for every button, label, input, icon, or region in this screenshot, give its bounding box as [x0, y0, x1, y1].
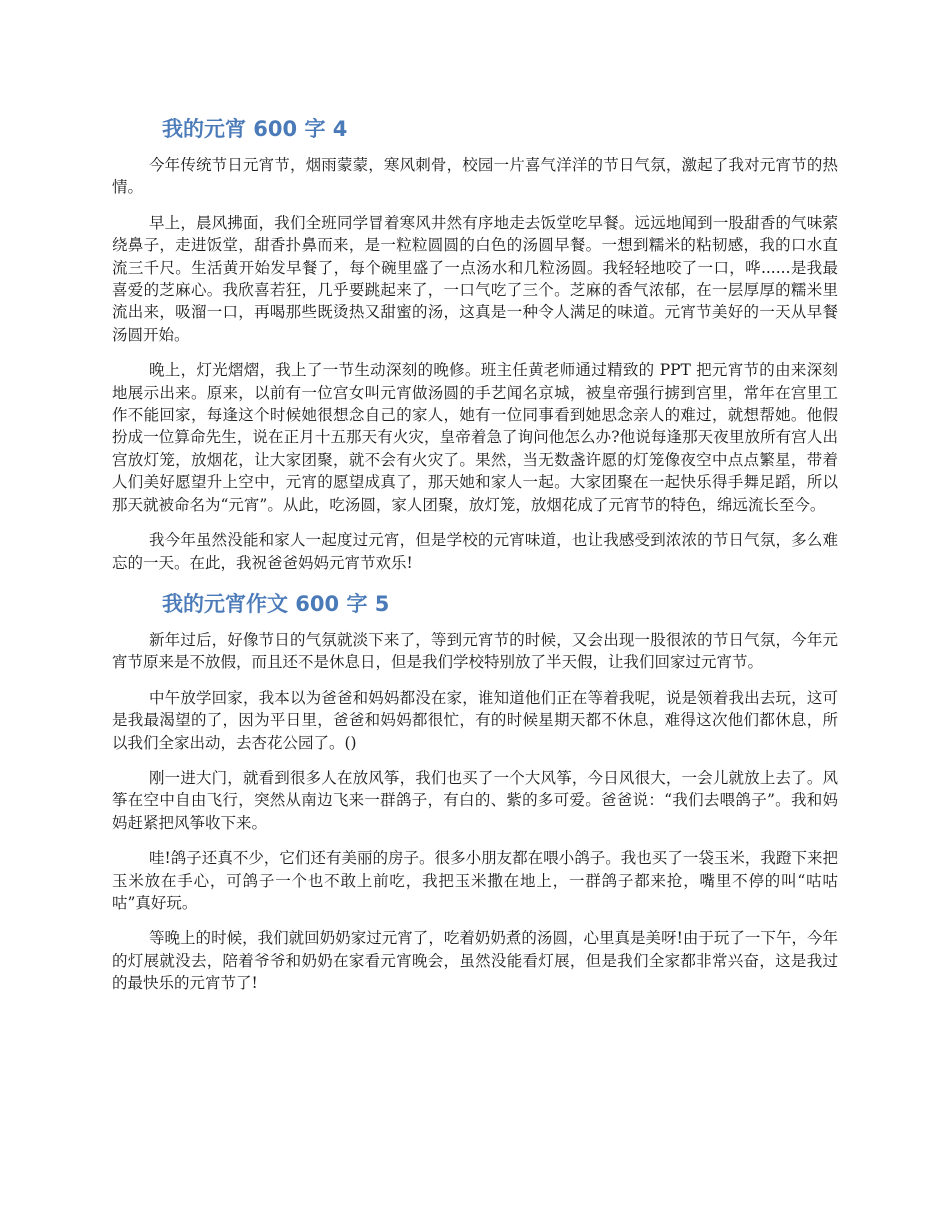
- paragraph: 晚上，灯光熠熠，我上了一节生动深刻的晚修。班主任黄老师通过精致的 PPT 把元宵节的由来深刻地展示出来。原来，以前有一位宫女叫元宵做汤圆的手艺闻名京城，被皇帝强行掳到宫里，常年在宫里工作不能回家，每逢这个时候她很想念自己的家人，她有一位同事看到她思念亲人的难过，就想帮她。他假扮成一位算命先生，说在正月十五那天有火灾，皇帝着急了询问他怎么办?他说每逢那天夜里放所有宫人出宫放灯笼，放烟花，让大家团聚，就不会有火灾了。果然，当无数盏许愿的灯笼像夜空中点点繁星，带着人们美好愿望升上空中，元宵的愿望成真了，那天她和家人一起。大家团聚在一起快乐得手舞足蹈，所以那天就被命名为“元宵”。从此，吃汤圆，家人团聚，放灯笼，放烟花成了元宵节的特色，绵远流长至今。: [112, 361, 838, 514]
- section-heading: 我的元宵 600 字 4: [162, 117, 348, 141]
- essay-section-4: [112, 112, 838, 574]
- paragraph: 哇!鸽子还真不少，它们还有美丽的房子。很多小朋友都在喂小鸽子。我也买了一袋玉米，我蹬下来把玉米放在手心，可鸽子一个也不敢上前吃，我把玉米撒在地上，一群鸽子都来抢，嘴里不停的叫“咕咕咕”真好玩。: [112, 849, 838, 912]
- paragraph: 刚一进大门，就看到很多人在放风筝，我们也买了一个大风筝，今日风很大，一会儿就放上去了。风筝在空中自由飞行，突然从南边飞来一群鸽子，有白的、紫的多可爱。爸爸说：“我们去喂鸽子”。我和妈妈赶紧把风筝收下来。: [112, 768, 838, 832]
- paragraph: 早上，晨风拂面，我们全班同学冒着寒风井然有序地走去饭堂吃早餐。远远地闻到一股甜香的气味萦绕鼻子，走进饭堂，甜香扑鼻而来，是一粒粒圆圆的白色的汤圆早餐。一想到糯米的粘韧感，我的口水直流三千尺。生活黄开始发早餐了，每个碗里盛了一点汤水和几粒汤圆。我轻轻地咬了一口，哗......是我最喜爱的芝麻心。我欣喜若狂，几乎要跳起来了，一口气吃了三个。芝麻的香气浓郁，在一层厚厚的糯米里流出来，吸溜一口，再喝那些既烫热又甜蜜的汤，这真是一种令人满足的味道。元宵节美好的一天从早餐汤圆开始。: [112, 213, 838, 344]
- document-content: [112, 112, 838, 1008]
- section-heading: 我的元宵作文 600 字 5: [162, 591, 390, 616]
- paragraph: 等晚上的时候，我们就回奶奶家过元宵了，吃着奶奶煮的汤圆，心里真是美呀!由于玩了一下午，今年的灯展就没去，陪着爷爷和奶奶在家看元宵晚会，虽然没能看灯展，但是我们全家都非常兴奋，这是我过的最快乐的元宵节了!: [112, 929, 838, 993]
- paragraph: 今年传统节日元宵节，烟雨蒙蒙，寒风刺骨，校园一片喜气洋洋的节日气氛，激起了我对元宵节的热情。: [112, 156, 838, 197]
- paragraph: 我今年虽然没能和家人一起度过元宵，但是学校的元宵味道，也让我感受到浓浓的节日气氛，多么难忘的一天。在此，我祝爸爸妈妈元宵节欢乐!: [112, 531, 838, 572]
- paragraph: 新年过后，好像节日的气氛就淡下来了，等到元宵节的时候，又会出现一股很浓的节日气氛，今年元宵节原来是不放假，而且还不是休息日，但是我们学校特别放了半天假，让我们回家过元宵节。: [112, 630, 838, 672]
- essay-section-5: [112, 587, 838, 995]
- paragraph: 中午放学回家，我本以为爸爸和妈妈都没在家，谁知道他们正在等着我呢，说是领着我出去玩，这可是我最渴望的了，因为平日里，爸爸和妈妈都很忙，有的时候星期天都不休息，难得这次他们都休息，所以我们全家出动，去杏花公园了。(): [112, 688, 838, 752]
